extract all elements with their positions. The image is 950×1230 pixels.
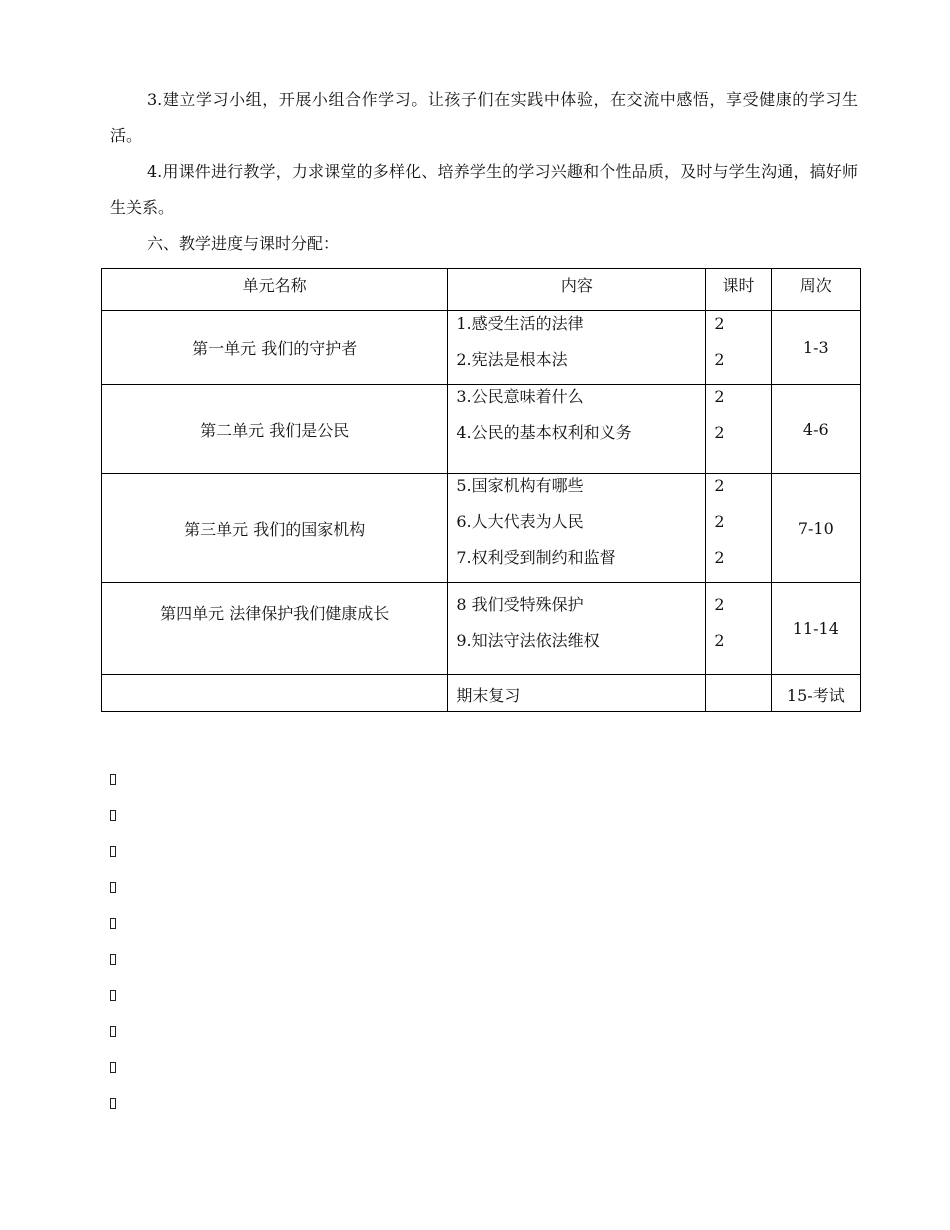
missing-glyph-icon (110, 810, 116, 821)
hours-cell (706, 385, 771, 474)
empty-paragraph-marks (110, 772, 116, 1132)
lesson-item: 8 我们受特殊保护 (456, 594, 584, 614)
schedule-table (101, 268, 861, 712)
hours-value: 2 (714, 594, 725, 614)
weeks-value: 1-3 (802, 338, 829, 357)
header-unit: 单元名称 (102, 269, 448, 311)
hours-value: 2 (714, 387, 725, 406)
review-weeks: 15-考试 (786, 685, 845, 705)
missing-glyph-mark (110, 1060, 116, 1096)
missing-glyph-icon (110, 1062, 116, 1073)
hours-value: 2 (714, 476, 725, 495)
unit-name-cell (102, 311, 448, 385)
weeks-cell (771, 385, 860, 474)
table-header-row (102, 269, 861, 311)
unit-name-cell (102, 385, 448, 474)
missing-glyph-icon (110, 954, 116, 965)
header-hours: 课时 (706, 269, 771, 311)
weeks-value: 4-6 (802, 419, 829, 439)
missing-glyph-icon (110, 846, 116, 857)
weeks-cell (771, 675, 860, 712)
hours-value: 2 (714, 423, 725, 442)
missing-glyph-mark (110, 952, 116, 988)
hours-value: 2 (714, 512, 725, 531)
missing-glyph-mark (110, 880, 116, 916)
paragraph-4: 4.用课件进行教学，力求课堂的多样化、培养学生的学习兴趣和个性品质，及时与学生沟通，搞好师生关系。 (110, 162, 858, 217)
unit-name-cell (102, 583, 448, 675)
weeks-cell (771, 583, 860, 675)
unit-name-cell (102, 675, 448, 712)
hours-cell (706, 583, 771, 675)
unit-name: 第四单元 法律保护我们健康成长 (160, 604, 390, 623)
review-content: 期末复习 (456, 685, 521, 705)
missing-glyph-mark (110, 916, 116, 952)
missing-glyph-mark (110, 808, 116, 844)
missing-glyph-mark (110, 1024, 116, 1060)
missing-glyph-mark (110, 772, 116, 808)
hours-cell (706, 675, 771, 712)
weeks-cell (771, 311, 860, 385)
hours-cell (706, 311, 771, 385)
table-row (102, 474, 861, 583)
missing-glyph-icon (110, 990, 116, 1001)
missing-glyph-mark (110, 844, 116, 880)
lessons-cell (448, 385, 706, 474)
lesson-item: 6.人大代表为人民 (456, 512, 584, 531)
lesson-item: 4.公民的基本权利和义务 (456, 423, 632, 442)
table-row (102, 675, 861, 712)
unit-name: 第三单元 我们的国家机构 (184, 519, 366, 539)
missing-glyph-icon (110, 774, 116, 785)
hours-cell (706, 474, 771, 583)
weeks-value: 7-10 (797, 518, 834, 538)
weeks-value: 11-14 (792, 619, 839, 638)
hours-value: 2 (714, 349, 725, 369)
missing-glyph-icon (110, 1098, 116, 1109)
hours-value: 2 (714, 630, 725, 650)
lesson-item: 1.感受生活的法律 (456, 313, 584, 333)
lessons-cell (448, 474, 706, 583)
table-row (102, 583, 861, 675)
table-row (102, 311, 861, 385)
hours-value: 2 (714, 548, 725, 567)
unit-name: 第一单元 我们的守护者 (192, 339, 358, 358)
hours-value: 2 (714, 313, 725, 333)
lesson-item: 3.公民意味着什么 (456, 387, 584, 406)
missing-glyph-icon (110, 1026, 116, 1037)
missing-glyph-icon (110, 918, 116, 929)
unit-name: 第二单元 我们是公民 (200, 420, 350, 440)
weeks-cell (771, 474, 860, 583)
section-heading-schedule: 六、教学进度与课时分配： (147, 234, 340, 253)
header-weeks: 周次 (771, 269, 860, 311)
lesson-item: 7.权利受到制约和监督 (456, 548, 616, 567)
table-row (102, 385, 861, 474)
missing-glyph-mark (110, 988, 116, 1024)
lessons-cell (448, 583, 706, 675)
missing-glyph-mark (110, 1096, 116, 1132)
missing-glyph-icon (110, 882, 116, 893)
paragraph-3: 3.建立学习小组，开展小组合作学习。让孩子们在实践中体验，在交流中感悟，享受健康的学习生活。 (110, 90, 858, 145)
unit-name-cell (102, 474, 448, 583)
lesson-item: 2.宪法是根本法 (456, 349, 568, 369)
lesson-item: 9.知法守法依法维权 (456, 630, 600, 650)
header-content: 内容 (448, 269, 706, 311)
lesson-item: 5.国家机构有哪些 (456, 476, 584, 495)
lessons-cell (448, 675, 706, 712)
lessons-cell (448, 311, 706, 385)
